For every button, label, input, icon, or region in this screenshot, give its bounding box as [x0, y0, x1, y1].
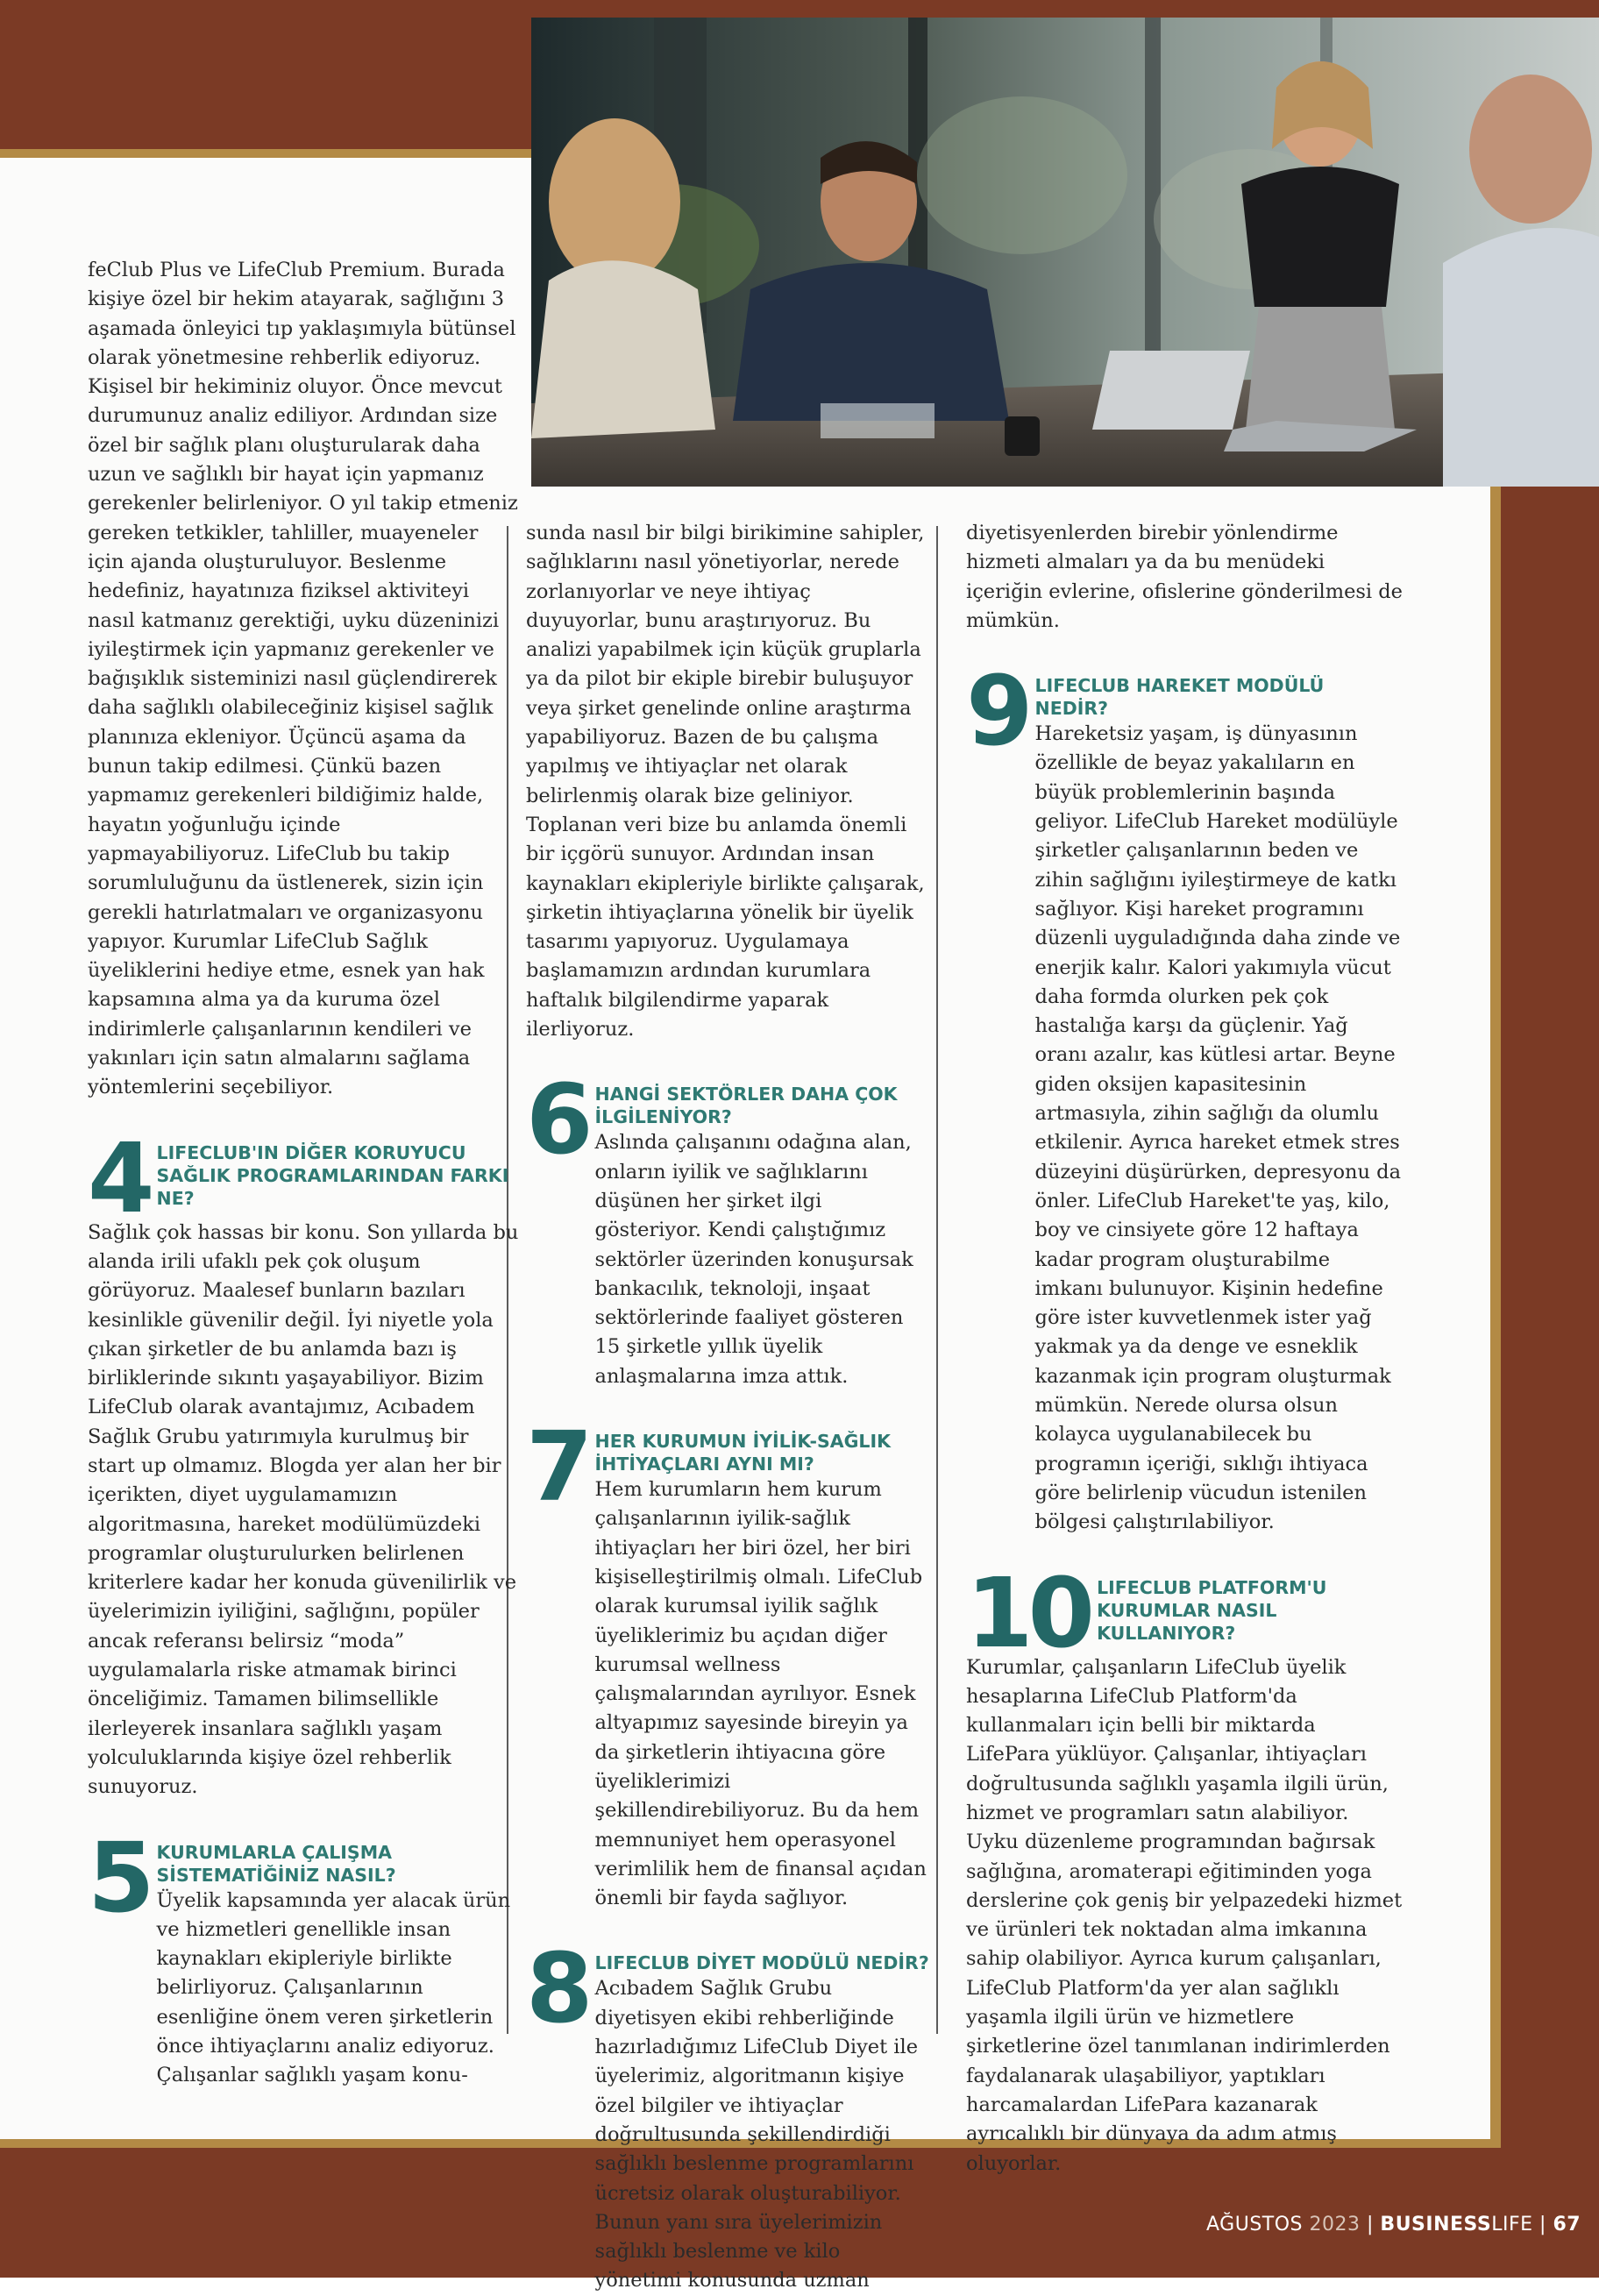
section-body-continued: sunda nasıl bir bilgi birikimine sahipler, sağlıklarını nasıl yönetiyorlar, nerede zorlanıyorlar ve neye ihtiyaç duyuyorlar, bunu araştırıyoruz. Bu analizi yapabilmek için küçük gruplarla ya da pilot bir ekiple birebir buluşuyor veya şirket genelinde online araştırma yapabiliyoruz. Bazen de bu çalışma yapılmış ve ihtiyaçlar net olarak belirlenmiş olarak bize geliniyor. Toplanan veri bize bu anlamda önemli bir içgörü sunuyor. Ardından insan kaynakları ekipleriyle birlikte çalışarak, şirketin ihtiyaçlarına yönelik bir üyelik tasarımı yapıyoruz. Uygulamaya başlamamızın ardından kurumlara haftalık bilgilendirme yaparak ilerliyoruz. — [526, 522, 925, 1041]
footer-month: AĞUSTOS — [1206, 2214, 1303, 2236]
section-body: Üyelik kapsamında yer alacak ürün ve hizmetleri genellikle insan kaynakları ekipleriyle birlikte belirliyoruz. Çalışanlarının esenliğine önem veren şirketlerin önce ihtiyaçlarını analiz ediyoruz. Çalışanlar sağlıklı yaşam konu- — [156, 1888, 511, 2087]
office-meeting-photo — [531, 18, 1599, 487]
article-column-2 — [526, 519, 929, 2296]
section-body: Hareketsiz yaşam, iş dünyasının özellikle de beyaz yakalıların en büyük problemlerinin başında geliyor. LifeClub Hareket modülüyle şirketler çalışanlarının beden ve zihin sağlığını iyileştirmeye de katkı sağlıyor. Kişi hareket programını düzenli uyguladığında daha zinde ve enerjik kalır. Kalori yakımıyla vücut daha formda olurken pek çok hastalığa karşı da güçlenir. Yağ oranı azalır, kas kütlesi artar. Beyne giden oksijen kapasitesinin artmasıyla, zihin sağlığı da olumlu etkilenir. Ayrıca hareket etmek stres düzeyini düşürürken, depresyonu da önler. LifeClub Hareket'te yaş, kilo, boy ve cinsiyete göre 12 haftaya kadar program oluşturabilme imkanı bulunuyor. Kişinin hedefine göre ister kuvvetlenmek ister yağ yakmak ya da denge ve esneklik kazanmak için program oluşturmak mümkün. Nerede olursa olsun kolayca uygulanabilecek bu programın içeriği, sıklığı ihtiyaca göre belirlenip vücudun istenilen bölgesi çalıştırılabiliyor. — [1034, 722, 1401, 1534]
section-heading: LIFECLUB DİYET MODÜLÜ NEDİR? — [594, 1952, 929, 1974]
section-4 — [88, 1121, 519, 1234]
section-heading: HANGİ SEKTÖRLER DAHA ÇOK İLGİLENİYOR? — [594, 1084, 898, 1128]
section-heading: HER KURUMUN İYİLİK-SAĞLIK İHTİYAÇLARI AYNI MI? — [594, 1431, 892, 1475]
section-body-continued: diyetisyenlerden birebir yönlendirme hizmeti almaları ya da bu menüdeki içeriğin evlerine, ofislerine gönderilmesi de mümkün. — [966, 522, 1403, 632]
section-8 — [526, 1932, 929, 2295]
section-number: 5 — [88, 1821, 150, 1934]
section-heading: LIFECLUB HAREKET MODÜLÜ NEDİR? — [1034, 675, 1325, 720]
column-rule-2 — [936, 526, 938, 2034]
page-footer — [1206, 2214, 1581, 2236]
section-heading: LIFECLUB'IN DİĞER KORUYUCU SAĞLIK PROGRAMLARINDAN FARKI NE? — [156, 1141, 509, 1209]
section-number: 8 — [526, 1932, 588, 2045]
section-body: Aslında çalışanını odağına alan, onların iyilik ve sağlıklarını düşünen her şirket ilgi gösteriyor. Kendi çalıştığımız sektörler üzerinden konuşursak bankacılık, teknoloji, inşaat sektörlerinde faaliyet gösteren 15 şirketle yıllık üyelik anlaşmalarına imza attık. — [594, 1131, 913, 1388]
article-column-3 — [966, 519, 1403, 2179]
footer-separator: | — [1539, 2214, 1546, 2236]
section-number: 9 — [966, 655, 1028, 768]
section-6 — [526, 1063, 929, 1391]
footer-separator: | — [1367, 2214, 1374, 2236]
section-number: 6 — [526, 1063, 588, 1176]
section-body: Sağlık çok hassas bir konu. Son yıllarda bu alanda irili ufaklı pek çok oluşum görüyoruz. Maalesef bunların bazıları kesinlikle güvenilir değil. İyi niyetle yola çıkan şirketler de bu anlamda bazı iş birliklerinde sıkıntı yaşayabiliyor. Bizim LifeClub olarak avantajımız, Acıbadem Sağlık Grubu yatırımıyla kurulmuş bir start up olmamız. Blogda yer alan her bir içerikten, diyet uygulamamızın algoritmasına, hareket modülümüzdeki programlar oluşturulurken belirlenen kriterlere kadar her konuda güvenilirlik ve üyelerimizin iyiliğini, sağlığını, popüler ancak referansı belirsiz “moda” uygulamalarla riske atmamak birinci önceliğimiz. Tamamen bilimsellikle ilerleyerek insanlara sağlıklı yaşam yolculuklarında kişiye özel rehberlik sunuyoruz. — [88, 1220, 519, 1799]
section-body: Acıbadem Sağlık Grubu diyetisyen ekibi rehberliğinde hazırladığımız LifeClub Diyet ile üyelerimiz, algoritmanın kişiye özel bilgiler ve ihtiyaçlar doğrultusunda şekillendirdiği sağlıklı beslenme programlarını ücretsiz olarak oluşturabiliyor. Bunun yanı sıra üyelerimizin sağlıklı beslenme ve kilo yönetimi konusunda uzman — [594, 1977, 919, 2292]
section-heading: KURUMLARLA ÇALIŞMA SİSTEMATİĞİNİZ NASIL? — [156, 1841, 396, 1886]
section-heading: LIFECLUB PLATFORM'U KURUMLAR NASIL KULLANIYOR? — [1097, 1576, 1327, 1644]
intro-paragraph: feClub Plus ve LifeClub Premium. Burada kişiye özel bir hekim atayarak, sağlığını 3 aşamada önleyici tıp yaklaşımıyla bütünsel olarak yönetmesine rehberlik ediyoruz. Kişisel bir hekiminiz oluyor. Önce mevcut durumunuz analiz ediliyor. Ardından size özel bir sağlık planı oluşturularak daha uzun ve sağlıklı bir hayat için yapmanız gerekenler belirleniyor. O yıl takip etmeniz gereken tetkikler, tahliller, muayeneler için ajanda oluşturuluyor. Beslenme hedefiniz, hayatınıza fiziksel aktiviteyi nasıl katmanız gerektiği, uyku düzeninizi iyileştirmek için yapmanız gerekenler ve bağışıklık sisteminizi nasıl güçlendirerek daha sağlıklı olabileceğiniz kişisel sağlık planınıza ekleniyor. Üçüncü aşama da bunun takip edilmesi. Çünkü bazen yapmamız gerekenleri bildiğimiz halde, hayatın yoğunluğu içinde yapmayabiliyoruz. LifeClub bu takip sorumluluğunu da üstlenerek, sizin için gerekli hatırlatmaları ve organizasyonu yapıyor. Kurumlar LifeClub Sağlık üyeliklerini hediye etme, esnek yan hak kapsamına alma ya da kuruma özel indirimlerle çalışanlarının kendileri ve yakınları için satın almalarını sağlama yöntemlerini seçebiliyor. — [88, 259, 518, 1099]
page-number: 67 — [1553, 2214, 1581, 2236]
section-number: 7 — [526, 1411, 588, 1524]
section-number: 4 — [88, 1121, 150, 1234]
office-meeting-illustration — [531, 18, 1599, 487]
section-body: Kurumlar, çalışanların LifeClub üyelik hesaplarına LifeClub Platform'da kullanmaları için belli bir miktarda LifePara yüklüyor. Çalışanlar, ihtiyaçları doğrultusunda sağlıklı yaşamla ilgili ürün, hizmet ve programları satın alabiliyor. Uyku düzenleme programından bağırsak sağlığına, aromaterapi eğitiminden yoga derslerine çok geniş bir yelpazedeki hizmet ve ürünleri tek noktadan alma imkanına sahip olabiliyor. Ayrıca kurum çalışanları, LifeClub Platform'da yer alan sağlıklı yaşamla ilgili ürün ve hizmetlere şirketlerine özel tanımlanan indirimlerden faydalanarak ulaşabiliyor, yaptıkları harcamalardan LifePara kazanarak ayrıcalıklı bir dünyaya da adım atmış oluyorlar. — [966, 1655, 1403, 2175]
gold-rule-top — [0, 149, 531, 158]
section-5 — [88, 1821, 519, 2091]
section-body: Hem kurumların hem kurum çalışanlarının iyilik-sağlık ihtiyaçları her biri özel, her biri kişiselleştirilmiş olmalı. LifeClub olarak kurumsal iyilik sağlık üyeliklerimiz bu açıdan diğer kurumsal wellness çalışmalarından ayrılıyor. Esnek altyapımız sayesinde bireyin ya da şirketlerin ihtiyacına göre üyeliklerimizi şekillendirebiliyoruz. Bu da hem memnuniyet hem operasyonel verimlilik hem de finansal açıdan önemli bir fayda sağlıyor. — [594, 1478, 927, 1910]
footer-year: 2023 — [1309, 2214, 1361, 2236]
footer-brand-light: LIFE — [1491, 2214, 1533, 2236]
gold-rule-right — [1490, 487, 1501, 2148]
article-column-1 — [88, 256, 519, 2091]
footer-brand-bold: BUSINESS — [1380, 2214, 1492, 2236]
section-7 — [526, 1411, 929, 1913]
section-10 — [966, 1556, 1403, 1669]
section-9 — [966, 655, 1403, 1537]
section-number: 10 — [966, 1556, 1091, 1669]
